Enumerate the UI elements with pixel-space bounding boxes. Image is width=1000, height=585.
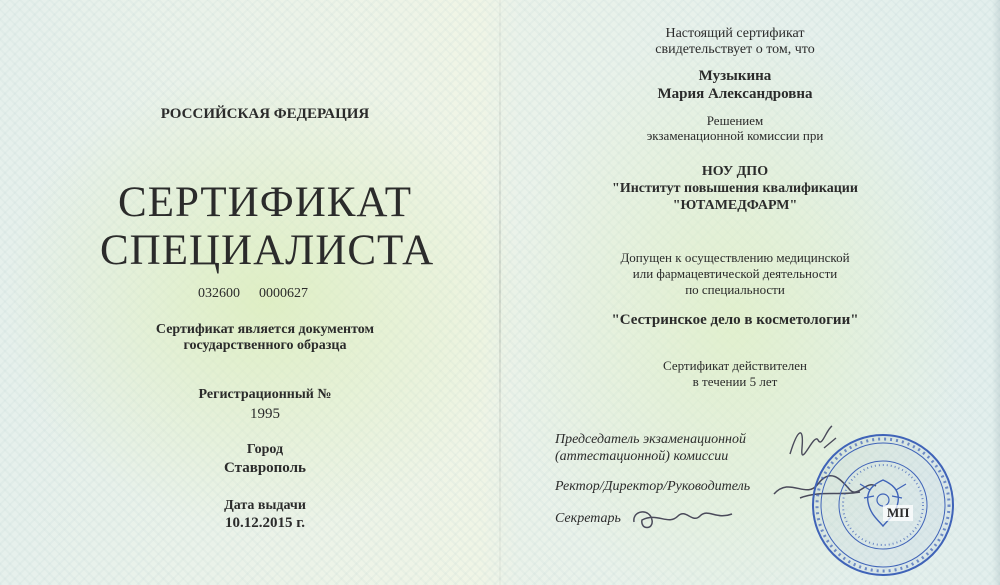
admission-line1: Допущен к осуществлению медицинской [620, 250, 850, 265]
chairman-label-line2: (аттестационной) комиссии [555, 449, 729, 464]
doc-note-line2: государственного образца [183, 338, 347, 353]
registration-label: Регистрационный № [198, 387, 332, 402]
city-label: Город [246, 442, 284, 457]
center-fold [499, 0, 501, 585]
decision-line1: Решением [706, 113, 764, 128]
specialty-value: "Сестринское дело в косметологии" [611, 312, 859, 328]
intro-line1: Настоящий сертификат [665, 26, 805, 41]
org-line3: "ЮТАМЕДФАРМ" [672, 198, 798, 213]
secretary-signature [628, 500, 738, 536]
serial-number: 0000627 [259, 286, 308, 301]
admission-line2: или фармацевтической деятельности [632, 266, 838, 281]
city-value: Ставрополь [224, 460, 306, 476]
secretary-label: Секретарь [555, 511, 621, 526]
registration-number: 1995 [250, 406, 280, 422]
issue-date-label: Дата выдачи [224, 498, 306, 513]
rector-label: Ректор/Директор/Руководитель [555, 479, 751, 494]
serial-series: 032600 [198, 286, 240, 301]
org-line1: НОУ ДПО [701, 164, 769, 179]
certificate-title-line2: СПЕЦИАЛИСТА [100, 227, 435, 274]
seal-place-label: МП [883, 505, 913, 521]
issue-date-value: 10.12.2015 г. [224, 515, 306, 531]
org-line2: "Институт повышения квалификации [612, 181, 858, 196]
country-heading: РОССИЙСКАЯ ФЕДЕРАЦИЯ [160, 106, 370, 122]
doc-note-line1: Сертификат является документом [155, 322, 375, 337]
holder-name: Мария Александровна [657, 86, 813, 102]
holder-surname: Музыкина [698, 68, 772, 84]
validity-line1: Сертификат действителен [663, 358, 807, 373]
decision-line2: экзаменационной комиссии при [646, 128, 824, 143]
intro-line2: свидетельствует о том, что [655, 42, 815, 57]
chairman-label-line1: Председатель экзаменационной [555, 432, 746, 447]
validity-line2: в течении 5 лет [692, 374, 778, 389]
page-edge [992, 0, 1000, 585]
admission-line3: по специальности [685, 282, 785, 297]
certificate-title-line1: СЕРТИФИКАТ [118, 179, 412, 226]
